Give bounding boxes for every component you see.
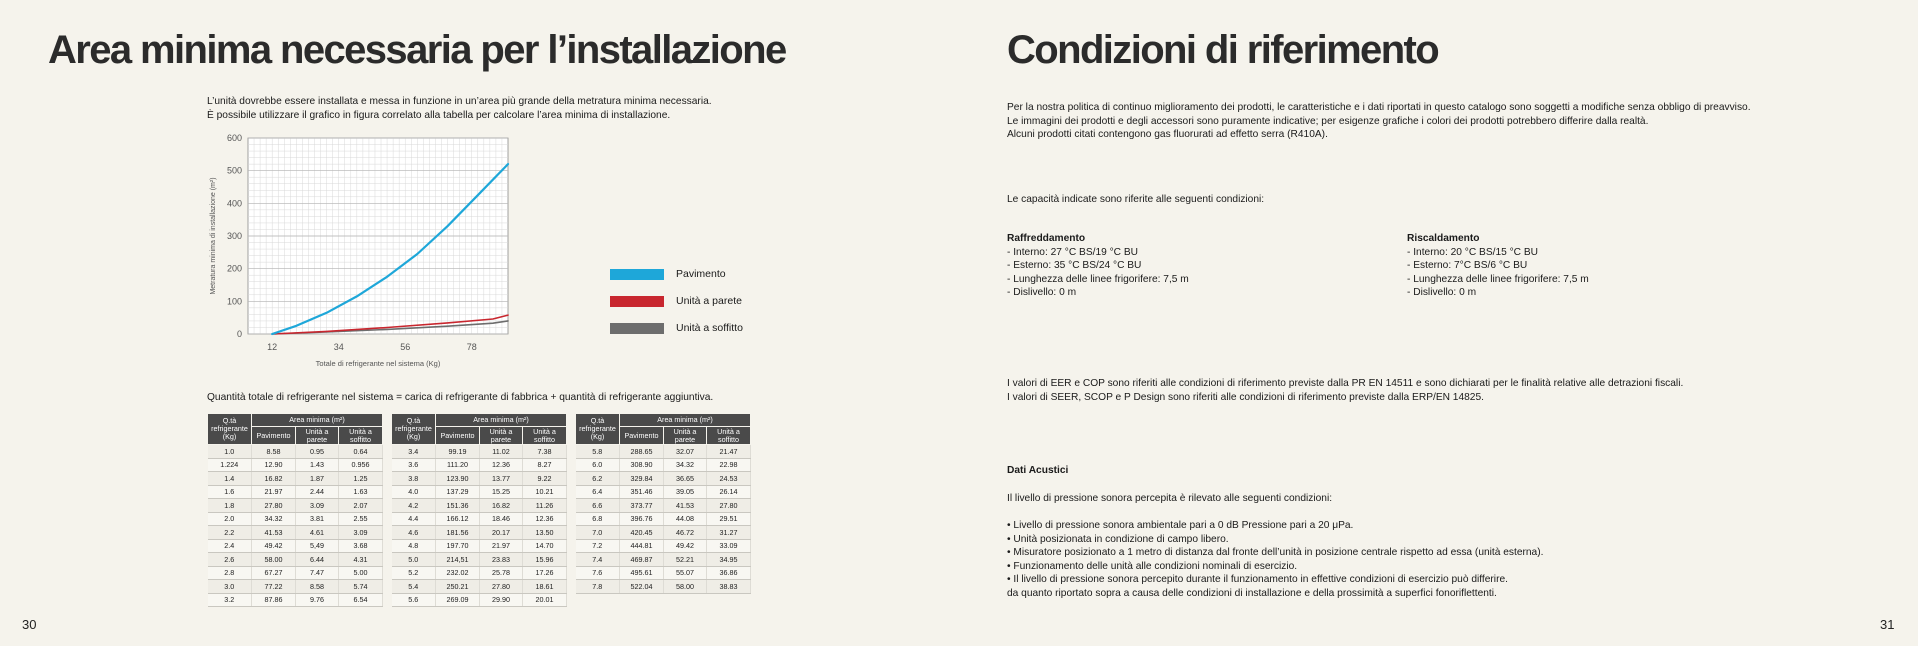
table-cell: 18.46 (480, 512, 523, 526)
table-cell: 5.00 (339, 566, 383, 580)
table-row (392, 526, 567, 540)
table-row (576, 553, 751, 567)
disclaimer-line: Alcuni prodotti citati contengono gas fluorurati ad effetto serra (R410A). (1007, 129, 1328, 140)
table-cell: 41.53 (664, 499, 707, 513)
table-row (576, 580, 751, 594)
table-row (208, 499, 383, 513)
table-row (576, 566, 751, 580)
table-cell: 3.4 (392, 445, 436, 459)
table-cell: 34.32 (252, 512, 296, 526)
table-row (576, 458, 751, 472)
table-row (208, 445, 383, 459)
table-cell: 21.97 (252, 485, 296, 499)
intro-text (207, 95, 712, 122)
table-cell: 25.78 (480, 566, 523, 580)
acoustic-item: • Livello di pressione sonora ambientale pari a 0 dB Pressione pari a 20 μPa. (1007, 520, 1354, 531)
table-cell: 2.6 (208, 553, 252, 567)
table-cell: 6.4 (576, 485, 620, 499)
acoustic-item: da quanto riportato sopra a causa delle condizioni di installazione e della prossimità a superfici fonoriflettenti. (1007, 587, 1497, 599)
table-cell: 9.22 (523, 472, 567, 486)
heating-item: - Esterno: 7°C BS/6 °C BU (1407, 260, 1528, 271)
table-cell: 1.43 (296, 458, 339, 472)
table-cell: 21.97 (480, 539, 523, 553)
cooling-item: - Lunghezza delle linee frigorifere: 7,5 m (1007, 273, 1189, 285)
table-cell: 0.95 (296, 445, 339, 459)
table-cell: 0.956 (339, 458, 383, 472)
y-tick-label: 300 (226, 231, 242, 241)
table-cell: 15.96 (523, 553, 567, 567)
table-cell: 3.81 (296, 512, 339, 526)
table-cell: 34.95 (707, 553, 751, 567)
table-cell: 58.00 (252, 553, 296, 567)
table-cell: 46.72 (664, 526, 707, 540)
table-cell: 1.224 (208, 458, 252, 472)
table-cell: 7.6 (576, 566, 620, 580)
table-row (208, 458, 383, 472)
table-row (392, 580, 567, 594)
table-row (576, 445, 751, 459)
table-row (208, 553, 383, 567)
table-cell: 5.8 (576, 445, 620, 459)
table-cell: 21.47 (707, 445, 751, 459)
cooling-title: Raffreddamento (1007, 233, 1086, 244)
eer-note-line: I valori di SEER, SCOP e P Design sono riferiti alle condizioni di riferimento previste dalla ERP/EN 14825. (1007, 391, 1484, 403)
table-cell: 52.21 (664, 553, 707, 567)
cooling-item: - Esterno: 35 °C BS/24 °C BU (1007, 260, 1142, 271)
header-quantity: Q.tà refrigerante (Kg) (208, 414, 252, 445)
table-cell: 18.61 (523, 580, 567, 594)
table-cell: 34.32 (664, 458, 707, 472)
table-cell: 288.65 (620, 445, 664, 459)
y-tick-label: 100 (226, 296, 242, 307)
table-cell: 4.6 (392, 526, 436, 540)
y-tick-label: 400 (226, 198, 242, 209)
table-cell: 420.45 (620, 526, 664, 540)
heating-title: Riscaldamento (1407, 233, 1480, 244)
header-ceiling: Unità a soffitto (523, 427, 567, 445)
acoustic-conditions (1007, 519, 1543, 600)
table-cell: 2.4 (208, 539, 252, 553)
table-cell: 7.2 (576, 539, 620, 553)
table-cell: 12.36 (523, 512, 567, 526)
intro-line: È possibile utilizzare il grafico in figura correlato alla tabella per calcolare l’area minima di installazione. (207, 109, 671, 121)
x-axis-label: Totale di refrigerante nel sistema (Kg) (315, 359, 441, 368)
table-cell: 269.09 (436, 593, 480, 607)
left-page-title: Area minima necessaria per l’installazione (48, 28, 786, 72)
table-row (392, 445, 567, 459)
table-cell: 4.31 (339, 553, 383, 567)
table-cell: 10.21 (523, 485, 567, 499)
table-row (208, 485, 383, 499)
table-cell: 7.8 (576, 580, 620, 594)
capacity-intro: Le capacità indicate sono riferite alle seguenti condizioni: (1007, 194, 1265, 205)
table-cell: 181.56 (436, 526, 480, 540)
table-cell: 2.55 (339, 512, 383, 526)
table-cell: 1.25 (339, 472, 383, 486)
table-cell: 3.09 (296, 499, 339, 513)
table-cell: 111.20 (436, 458, 480, 472)
header-min-area: Area minima (m²) (436, 414, 567, 427)
header-ceiling: Unità a soffitto (707, 427, 751, 445)
table-cell: 197.70 (436, 539, 480, 553)
disclaimer-line: Per la nostra politica di continuo miglioramento dei prodotti, le caratteristiche e i dati riportati in questo catalogo sono soggetti a modifiche senza obbligo di preavviso. (1007, 102, 1751, 113)
heating-item: - Lunghezza delle linee frigorifere: 7,5 m (1407, 273, 1589, 285)
acoustic-item: • Funzionamento delle unità alle condizioni nominali di esercizio. (1007, 560, 1298, 572)
x-tick-label: 56 (400, 342, 411, 352)
table-cell: 8.27 (523, 458, 567, 472)
table-cell: 1.63 (339, 485, 383, 499)
y-tick-label: 600 (226, 133, 242, 143)
table-cell: 16.82 (252, 472, 296, 486)
table-cell: 2.44 (296, 485, 339, 499)
header-min-area: Area minima (m²) (252, 414, 383, 427)
header-min-area: Area minima (m²) (620, 414, 751, 427)
legend-item-parete (610, 295, 742, 307)
table-cell: 329.84 (620, 472, 664, 486)
table-cell: 3.8 (392, 472, 436, 486)
table-cell: 36.86 (707, 566, 751, 580)
table-cell: 23.83 (480, 553, 523, 567)
table-cell: 27.80 (480, 580, 523, 594)
table-cell: 12.90 (252, 458, 296, 472)
legend-label: Unità a parete (676, 295, 742, 307)
table-cell: 17.26 (523, 566, 567, 580)
table-cell: 77.22 (252, 580, 296, 594)
table-cell: 11.26 (523, 499, 567, 513)
table-cell: 33.09 (707, 539, 751, 553)
table-cell: 4.8 (392, 539, 436, 553)
table-row (392, 499, 567, 513)
table-cell: 4.2 (392, 499, 436, 513)
table-row (208, 539, 383, 553)
page-number-right: 31 (1880, 617, 1895, 632)
page-number-left: 30 (22, 617, 37, 632)
table-cell: 26.14 (707, 485, 751, 499)
refrigerant-table (575, 413, 751, 594)
table-cell: 3.6 (392, 458, 436, 472)
table-row (208, 580, 383, 594)
table-cell: 3.09 (339, 526, 383, 540)
header-quantity: Q.tà refrigerante (Kg) (576, 414, 620, 445)
table-cell: 6.44 (296, 553, 339, 567)
cooling-item: - Dislivello: 0 m (1007, 287, 1077, 298)
table-cell: 7.0 (576, 526, 620, 540)
table-cell: 27.80 (707, 499, 751, 513)
table-cell: 13.50 (523, 526, 567, 540)
header-wall: Unità a parete (664, 427, 707, 445)
table-cell: 5.4 (392, 580, 436, 594)
table-cell: 58.00 (664, 580, 707, 594)
table-cell: 7.38 (523, 445, 567, 459)
acoustic-title: Dati Acustici (1007, 465, 1069, 476)
table-cell: 214,51 (436, 553, 480, 567)
table-cell: 5.2 (392, 566, 436, 580)
table-cell: 123.90 (436, 472, 480, 486)
table-cell: 351.46 (620, 485, 664, 499)
table-cell: 9.76 (296, 593, 339, 607)
table-cell: 1.8 (208, 499, 252, 513)
table-cell: 16.82 (480, 499, 523, 513)
table-cell: 250.21 (436, 580, 480, 594)
table-cell: 67.27 (252, 566, 296, 580)
refrigerant-table (391, 413, 567, 607)
legend-label: Unità a soffitto (676, 322, 743, 334)
table-row (392, 566, 567, 580)
table-row (392, 593, 567, 607)
table-cell: 6.54 (339, 593, 383, 607)
table-cell: 49.42 (664, 539, 707, 553)
header-floor: Pavimento (620, 427, 664, 445)
acoustic-intro: Il livello di pressione sonora percepita è rilevato alle seguenti condizioni: (1007, 493, 1333, 504)
x-tick-label: 78 (466, 342, 477, 352)
table-cell: 4.4 (392, 512, 436, 526)
table-cell: 99.19 (436, 445, 480, 459)
header-floor: Pavimento (436, 427, 480, 445)
heating-item: - Interno: 20 °C BS/15 °C BU (1407, 246, 1539, 258)
table-cell: 5,49 (296, 539, 339, 553)
disclaimer-line: Le immagini dei prodotti e degli accessori sono puramente indicative; per esigenze grafiche i colori dei prodotti potrebbero differire dalla realtà. (1007, 115, 1649, 127)
table-row (392, 472, 567, 486)
table-cell: 41.53 (252, 526, 296, 540)
heating-conditions (1407, 232, 1589, 300)
cooling-item: - Interno: 27 °C BS/19 °C BU (1007, 246, 1139, 258)
intro-line: L’unità dovrebbe essere installata e messa in funzione in un’area più grande della metratura minima necessaria. (207, 96, 712, 107)
eer-notes (1007, 377, 1683, 404)
table-cell: 3.2 (208, 593, 252, 607)
table-cell: 7.4 (576, 553, 620, 567)
heating-item: - Dislivello: 0 m (1407, 287, 1477, 298)
table-cell: 137.29 (436, 485, 480, 499)
table-cell: 6.2 (576, 472, 620, 486)
table-cell: 29.90 (480, 593, 523, 607)
chart-legend (610, 268, 790, 348)
table-row (208, 512, 383, 526)
table-cell: 308.90 (620, 458, 664, 472)
table-cell: 1.87 (296, 472, 339, 486)
y-tick-label: 500 (226, 165, 242, 176)
min-area-chart (200, 128, 520, 378)
table-cell: 31.27 (707, 526, 751, 540)
table-cell: 11.02 (480, 445, 523, 459)
eer-note-line: I valori di EER e COP sono riferiti alle condizioni di riferimento previste dalla PR EN 14511 e sono dichiarati per le finalità relative alle detrazioni fiscali. (1007, 378, 1684, 389)
refrigerant-table (207, 413, 383, 607)
table-cell: 4.0 (392, 485, 436, 499)
legend-swatch-pavimento (610, 269, 664, 280)
table-cell: 36.65 (664, 472, 707, 486)
table-cell: 5.0 (392, 553, 436, 567)
header-quantity: Q.tà refrigerante (Kg) (392, 414, 436, 445)
table-cell: 232.02 (436, 566, 480, 580)
table-cell: 6.0 (576, 458, 620, 472)
table-cell: 373.77 (620, 499, 664, 513)
table-cell: 6.6 (576, 499, 620, 513)
table-cell: 5.6 (392, 593, 436, 607)
table-cell: 5.74 (339, 580, 383, 594)
table-row (576, 499, 751, 513)
table-cell: 15.25 (480, 485, 523, 499)
y-axis-label: Metratura minima di installazione (m²) (210, 177, 217, 295)
table-cell: 2.0 (208, 512, 252, 526)
table-cell: 20.01 (523, 593, 567, 607)
table-cell: 396.76 (620, 512, 664, 526)
right-page-title: Condizioni di riferimento (1007, 28, 1439, 72)
table-cell: 522.04 (620, 580, 664, 594)
table-row (208, 526, 383, 540)
table-cell: 1.6 (208, 485, 252, 499)
formula-text: Quantità totale di refrigerante nel sistema = carica di refrigerante di fabbrica + quantità di refrigerante aggiuntiva. (207, 392, 714, 403)
table-cell: 7.47 (296, 566, 339, 580)
table-row (392, 485, 567, 499)
table-cell: 151.36 (436, 499, 480, 513)
cooling-conditions (1007, 232, 1189, 300)
header-floor: Pavimento (252, 427, 296, 445)
header-ceiling: Unità a soffitto (339, 427, 383, 445)
header-wall: Unità a parete (296, 427, 339, 445)
table-cell: 14.70 (523, 539, 567, 553)
y-tick-label: 0 (236, 329, 242, 339)
table-row (392, 553, 567, 567)
table-cell: 3.68 (339, 539, 383, 553)
legend-swatch-soffitto (610, 323, 664, 334)
legend-swatch-parete (610, 296, 664, 307)
table-row (576, 485, 751, 499)
x-tick-label: 34 (333, 342, 344, 352)
table-cell: 20.17 (480, 526, 523, 540)
table-row (208, 566, 383, 580)
table-row (576, 472, 751, 486)
table-cell: 27.80 (252, 499, 296, 513)
legend-item-pavimento (610, 268, 726, 280)
table-cell: 2.07 (339, 499, 383, 513)
table-row (208, 593, 383, 607)
table-row (392, 512, 567, 526)
table-cell: 166.12 (436, 512, 480, 526)
table-cell: 1.4 (208, 472, 252, 486)
table-cell: 8.58 (296, 580, 339, 594)
table-cell: 444.81 (620, 539, 664, 553)
legend-item-soffitto (610, 322, 743, 334)
table-cell: 32.07 (664, 445, 707, 459)
table-cell: 38.83 (707, 580, 751, 594)
table-cell: 44.08 (664, 512, 707, 526)
table-cell: 3.0 (208, 580, 252, 594)
table-cell: 495.61 (620, 566, 664, 580)
table-row (208, 472, 383, 486)
acoustic-item: • Misuratore posizionato a 1 metro di distanza dal fronte dell’unità in posizione centrale rispetto ad essa (unità esterna). (1007, 547, 1544, 558)
x-tick-label: 12 (267, 342, 278, 352)
table-cell: 2.8 (208, 566, 252, 580)
table-cell: 29.51 (707, 512, 751, 526)
disclaimer-text (1007, 101, 1751, 142)
table-cell: 8.58 (252, 445, 296, 459)
table-cell: 13.77 (480, 472, 523, 486)
header-wall: Unità a parete (480, 427, 523, 445)
table-cell: 0.64 (339, 445, 383, 459)
table-cell: 2.2 (208, 526, 252, 540)
table-cell: 6.8 (576, 512, 620, 526)
table-row (392, 539, 567, 553)
acoustic-item: • Unità posizionata in condizione di campo libero. (1007, 533, 1229, 545)
table-cell: 87.86 (252, 593, 296, 607)
table-cell: 49.42 (252, 539, 296, 553)
table-cell: 39.05 (664, 485, 707, 499)
table-cell: 55.07 (664, 566, 707, 580)
table-row (576, 526, 751, 540)
table-cell: 12.36 (480, 458, 523, 472)
table-cell: 22.98 (707, 458, 751, 472)
table-row (392, 458, 567, 472)
table-row (576, 512, 751, 526)
table-row (576, 539, 751, 553)
legend-label: Pavimento (676, 268, 726, 280)
acoustic-item: • Il livello di pressione sonora percepito durante il funzionamento in effettive condizioni di esercizio può differire. (1007, 574, 1508, 585)
table-cell: 1.0 (208, 445, 252, 459)
y-tick-label: 200 (226, 263, 242, 274)
table-cell: 24.53 (707, 472, 751, 486)
table-cell: 469.87 (620, 553, 664, 567)
table-cell: 4.61 (296, 526, 339, 540)
